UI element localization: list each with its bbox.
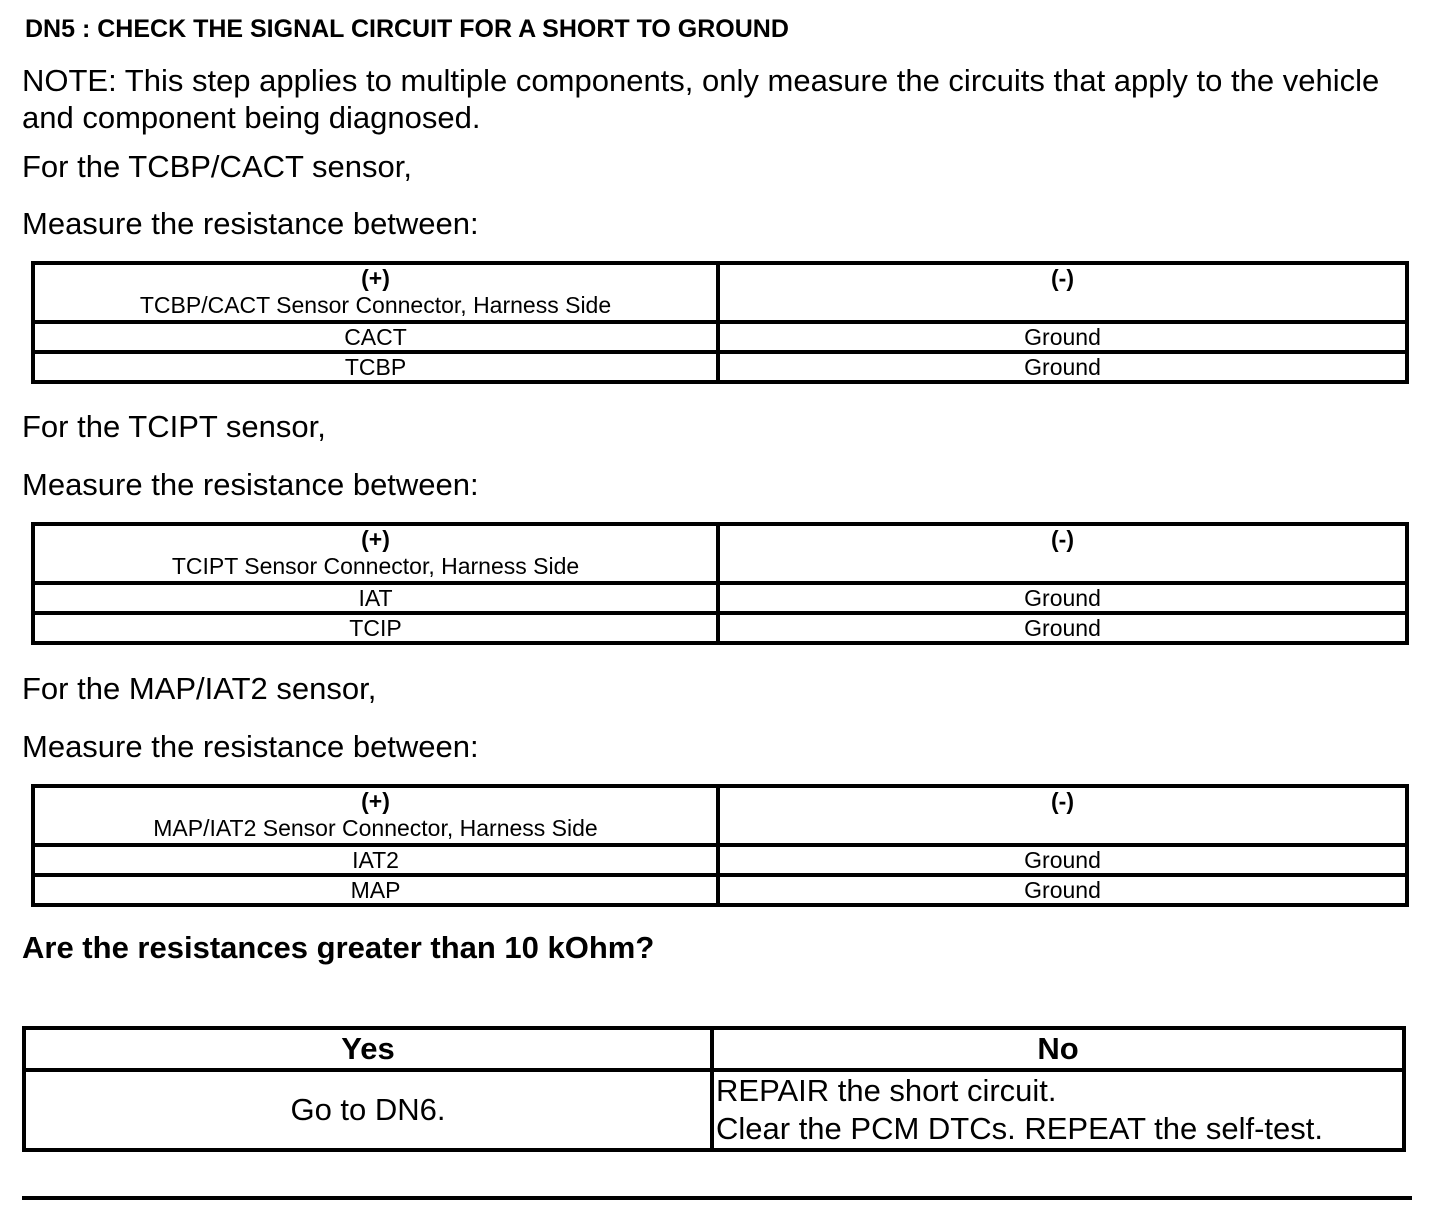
minus-header-cell xyxy=(718,786,1407,845)
yes-action: Go to DN6. xyxy=(24,1070,712,1150)
table-header-row xyxy=(33,786,1407,845)
minus-symbol: (-) xyxy=(1051,788,1074,814)
minus-header-cell xyxy=(718,263,1407,322)
result-action-row xyxy=(24,1070,1404,1150)
note-text: NOTE: This step applies to multiple components, only measure the circuits that apply to the vehicle and component being diagnosed. xyxy=(22,63,1380,135)
result-table xyxy=(22,1026,1406,1152)
minus-cell: Ground xyxy=(718,322,1407,352)
plus-cell: IAT xyxy=(33,583,718,613)
table-row xyxy=(33,322,1407,352)
plus-header-cell xyxy=(33,524,718,583)
minus-cell: Ground xyxy=(718,583,1407,613)
minus-header-cell xyxy=(718,524,1407,583)
section-1-measure: Measure the resistance between: xyxy=(22,206,479,241)
minus-symbol: (-) xyxy=(1051,526,1074,552)
plus-symbol: (+) xyxy=(361,526,390,552)
plus-symbol: (+) xyxy=(361,265,390,291)
plus-cell: TCIP xyxy=(33,613,718,643)
plus-header-cell xyxy=(33,263,718,322)
no-action-line-1: REPAIR the short circuit. xyxy=(716,1073,1057,1108)
section-1-table xyxy=(31,261,1409,384)
result-header-row xyxy=(24,1028,1404,1070)
section-2-measure: Measure the resistance between: xyxy=(22,467,479,502)
table-row xyxy=(33,613,1407,643)
minus-symbol: (-) xyxy=(1051,265,1074,291)
table-header-row xyxy=(33,524,1407,583)
section-2-intro: For the TCIPT sensor, xyxy=(22,409,326,444)
minus-cell: Ground xyxy=(718,845,1407,875)
no-action-cell xyxy=(712,1070,1404,1150)
section-2-table xyxy=(31,522,1409,645)
table-row xyxy=(33,352,1407,382)
no-action-line-2: Clear the PCM DTCs. REPEAT the self-test. xyxy=(716,1111,1323,1146)
plus-header-label: TCIPT Sensor Connector, Harness Side xyxy=(171,553,580,579)
section-3-intro: For the MAP/IAT2 sensor, xyxy=(22,671,377,706)
plus-cell: IAT2 xyxy=(33,845,718,875)
plus-cell: CACT xyxy=(33,322,718,352)
question-text: Are the resistances greater than 10 kOhm? xyxy=(22,930,655,965)
table-row xyxy=(33,875,1407,905)
step-heading: DN5 : CHECK THE SIGNAL CIRCUIT FOR A SHORT TO GROUND xyxy=(25,15,789,43)
table-row xyxy=(33,845,1407,875)
minus-cell: Ground xyxy=(718,352,1407,382)
plus-header-label: TCBP/CACT Sensor Connector, Harness Side xyxy=(139,292,612,318)
section-3-table xyxy=(31,784,1409,907)
plus-header-cell xyxy=(33,786,718,845)
bottom-divider xyxy=(22,1196,1412,1200)
plus-symbol: (+) xyxy=(361,788,390,814)
no-header: No xyxy=(712,1028,1404,1070)
minus-cell: Ground xyxy=(718,613,1407,643)
plus-cell: TCBP xyxy=(33,352,718,382)
plus-header-label: MAP/IAT2 Sensor Connector, Harness Side xyxy=(153,815,598,841)
section-3-measure: Measure the resistance between: xyxy=(22,729,479,764)
table-row xyxy=(33,583,1407,613)
plus-cell: MAP xyxy=(33,875,718,905)
table-header-row xyxy=(33,263,1407,322)
section-1-intro: For the TCBP/CACT sensor, xyxy=(22,149,412,184)
minus-cell: Ground xyxy=(718,875,1407,905)
yes-header: Yes xyxy=(24,1028,712,1070)
